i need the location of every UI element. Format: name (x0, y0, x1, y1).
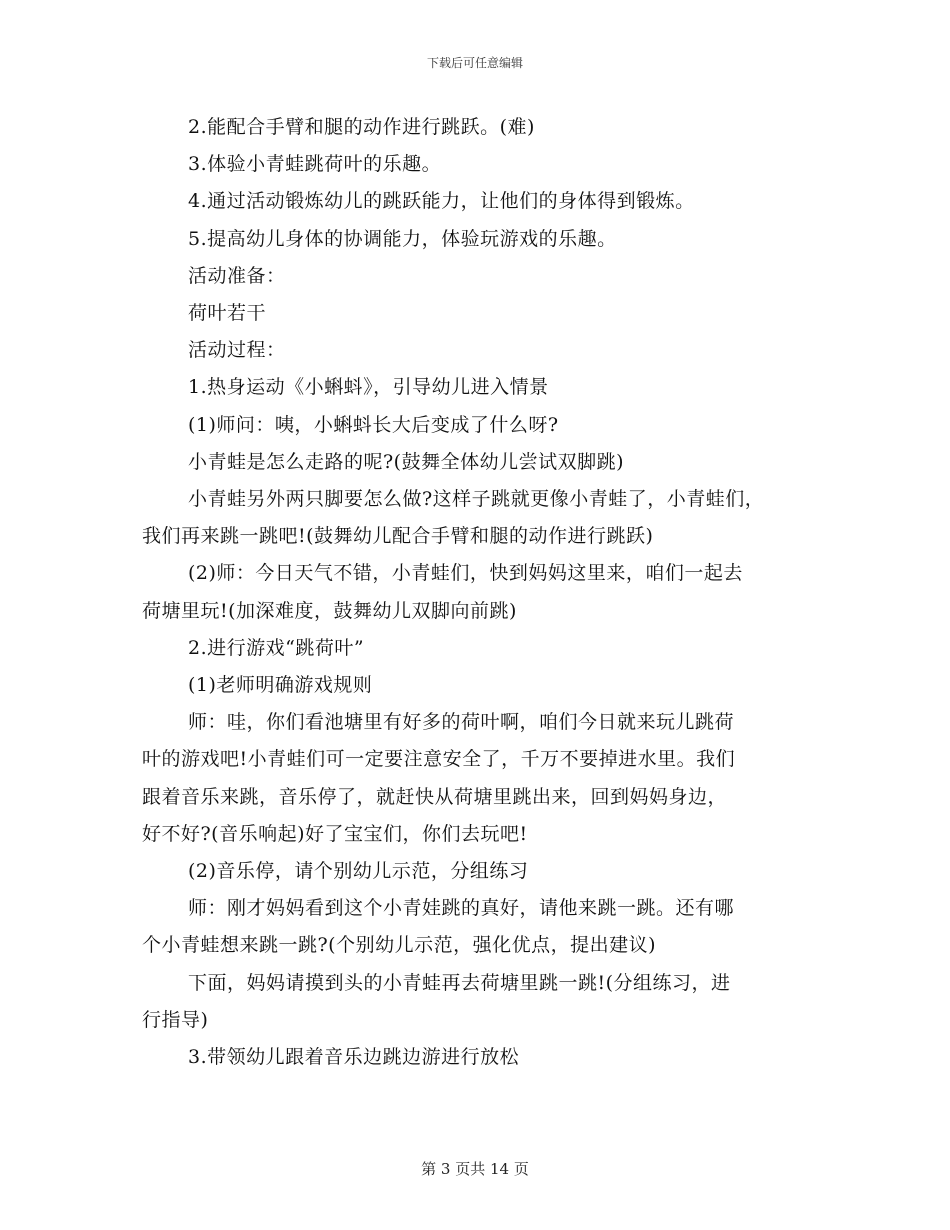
text-line: 活动过程： (188, 339, 286, 362)
text-line: 好不好?(音乐响起)好了宝宝们，你们去玩吧! (142, 822, 528, 845)
text-line: (2)师：今日天气不错，小青蛙们，快到妈妈这里来，咱们一起去 (188, 562, 743, 585)
text-line: 下面，妈妈请摸到头的小青蛙再去荷塘里跳一跳!(分组练习，进 (188, 971, 731, 994)
text-line: 小青蛙另外两只脚要怎么做?这样子跳就更像小青蛙了，小青蛙们， (188, 488, 765, 510)
text-line: 5.提高幼儿身体的协调能力，体验玩游戏的乐趣。 (188, 227, 617, 250)
text-line: (1)老师明确游戏规则 (188, 674, 373, 696)
text-line: 师：刚才妈妈看到这个小青娃跳的真好，请他来跳一跳。还有哪 (188, 897, 735, 920)
text-line: 叶的游戏吧!小青蛙们可一定要注意安全了，千万不要掉进水里。我们 (142, 748, 736, 771)
text-line: 3.带领幼儿跟着音乐边跳边游进行放松 (188, 1046, 520, 1068)
text-line: 活动准备： (188, 264, 286, 287)
text-line: 个小青蛙想来跳一跳?(个别幼儿示范，强化优点，提出建议) (142, 934, 657, 957)
text-line: 师：哇，你们看池塘里有好多的荷叶啊，咱们今日就来玩儿跳荷 (188, 711, 735, 734)
text-line: 荷叶若干 (188, 302, 267, 324)
text-line: 2.能配合手臂和腿的动作进行跳跃。(难) (188, 116, 535, 138)
text-line: 跟着音乐来跳，音乐停了，就赶快从荷塘里跳出来，回到妈妈身边， (142, 785, 728, 808)
text-line: 3.体验小青蛙跳荷叶的乐趣。 (188, 153, 442, 176)
text-line: 1.热身运动《小蝌蚪》，引导幼儿进入情景 (188, 376, 549, 399)
page-footer: 第 3 页共 14 页 (421, 1160, 529, 1178)
text-line: 我们再来跳一跳吧!(鼓舞幼儿配合手臂和腿的动作进行跳跃) (142, 525, 654, 548)
text-line: (2)音乐停，请个别幼儿示范，分组练习 (188, 860, 529, 882)
text-line: (1)师问：咦，小蝌蚪长大后变成了什么呀? (188, 413, 559, 436)
text-line: 小青蛙是怎么走路的呢?(鼓舞全体幼儿尝试双脚跳) (188, 450, 625, 473)
text-line: 行指导) (142, 1008, 209, 1031)
text-line: 2.进行游戏“跳荷叶” (188, 636, 365, 659)
text-line: 4.通过活动锻炼幼儿的跳跃能力，让他们的身体得到锻炼。 (188, 190, 695, 213)
text-line: 荷塘里玩!(加深难度，鼓舞幼儿双脚向前跳) (142, 599, 517, 622)
page-header: 下载后可任意编辑 (426, 56, 523, 70)
